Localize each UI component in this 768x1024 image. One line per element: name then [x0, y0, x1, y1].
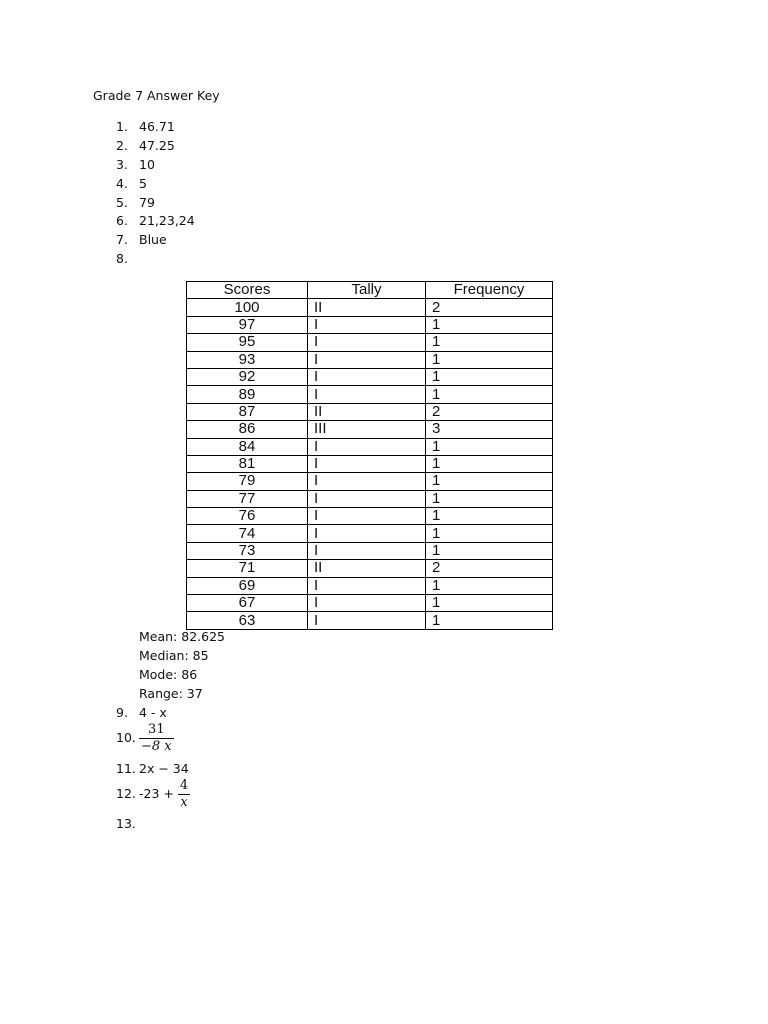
- answer-number: 4.: [116, 176, 128, 191]
- score-cell: 100: [187, 299, 308, 316]
- answer-number: 2.: [116, 138, 128, 153]
- answer-number: 12.: [116, 786, 136, 801]
- table-row: [187, 334, 553, 351]
- fraction: [178, 778, 190, 811]
- range-text: Range: 37: [139, 686, 203, 701]
- tally-cell: III: [308, 421, 426, 438]
- table-row: [187, 386, 553, 403]
- frequency-cell: 1: [426, 490, 553, 507]
- frequency-cell: 1: [426, 542, 553, 559]
- column-header-tally: Tally: [308, 282, 426, 299]
- fraction-denominator: x: [180, 795, 188, 810]
- tally-cell: I: [308, 612, 426, 629]
- answer-number: 6.: [116, 213, 128, 228]
- column-header-frequency: Frequency: [426, 282, 553, 299]
- median-text: Median: 85: [139, 648, 209, 663]
- answer-text: 2x − 34: [139, 761, 189, 776]
- table-row: [187, 316, 553, 333]
- table-row: [187, 473, 553, 490]
- answer-text: 5: [139, 176, 147, 191]
- table-row: [187, 299, 553, 316]
- answer-text: 21,23,24: [139, 213, 195, 228]
- page-title: Grade 7 Answer Key: [93, 88, 220, 103]
- answer-number: 13.: [116, 816, 136, 831]
- table-row: [187, 403, 553, 420]
- fraction-numerator: 31: [139, 722, 174, 739]
- tally-cell: II: [308, 299, 426, 316]
- table-row: [187, 455, 553, 472]
- answer-text: 79: [139, 195, 155, 210]
- score-cell: 93: [187, 351, 308, 368]
- table-row: [187, 351, 553, 368]
- table-row: [187, 595, 553, 612]
- tally-cell: I: [308, 595, 426, 612]
- answer-number: 5.: [116, 195, 128, 210]
- score-cell: 71: [187, 560, 308, 577]
- frequency-cell: 2: [426, 299, 553, 316]
- frequency-cell: 1: [426, 508, 553, 525]
- score-cell: 63: [187, 612, 308, 629]
- answer-5: [116, 195, 155, 210]
- answer-6: [116, 213, 195, 228]
- answer-number: 1.: [116, 119, 128, 134]
- score-cell: 79: [187, 473, 308, 490]
- frequency-cell: 2: [426, 403, 553, 420]
- answer-number: 8.: [116, 251, 128, 266]
- answer-4: [116, 176, 147, 191]
- score-cell: 77: [187, 490, 308, 507]
- frequency-cell: 1: [426, 455, 553, 472]
- table-row: [187, 368, 553, 385]
- answer-8: [116, 251, 139, 266]
- answer-text: Blue: [139, 232, 167, 247]
- score-cell: 95: [187, 334, 308, 351]
- answer-number: 11.: [116, 761, 136, 776]
- tally-cell: I: [308, 386, 426, 403]
- score-cell: 92: [187, 368, 308, 385]
- frequency-cell: 1: [426, 577, 553, 594]
- answer-7: [116, 232, 167, 247]
- score-cell: 67: [187, 595, 308, 612]
- answer-text: 10: [139, 157, 155, 172]
- table-body: [187, 299, 553, 629]
- answer-text: 4 - x: [139, 705, 167, 720]
- frequency-cell: 1: [426, 595, 553, 612]
- score-cell: 89: [187, 386, 308, 403]
- answer-12: [116, 778, 190, 811]
- mean-text: Mean: 82.625: [139, 629, 225, 644]
- score-cell: 74: [187, 525, 308, 542]
- answer-9: [116, 705, 167, 720]
- table-row: [187, 560, 553, 577]
- score-cell: 69: [187, 577, 308, 594]
- frequency-cell: 1: [426, 612, 553, 629]
- answer-number: 10.: [116, 730, 136, 745]
- fraction: [139, 722, 174, 755]
- tally-cell: I: [308, 368, 426, 385]
- frequency-cell: 1: [426, 473, 553, 490]
- score-cell: 73: [187, 542, 308, 559]
- tally-cell: I: [308, 525, 426, 542]
- score-cell: 87: [187, 403, 308, 420]
- answer-3: [116, 157, 155, 172]
- tally-cell: I: [308, 542, 426, 559]
- answer-number: 3.: [116, 157, 128, 172]
- score-cell: 86: [187, 421, 308, 438]
- tally-cell: I: [308, 508, 426, 525]
- table-row: [187, 421, 553, 438]
- frequency-cell: 3: [426, 421, 553, 438]
- tally-cell: II: [308, 560, 426, 577]
- answer-2: [116, 138, 175, 153]
- score-cell: 84: [187, 438, 308, 455]
- answer-1: [116, 119, 175, 134]
- tally-cell: I: [308, 455, 426, 472]
- score-cell: 97: [187, 316, 308, 333]
- tally-cell: I: [308, 473, 426, 490]
- answer-text: 46.71: [139, 119, 175, 134]
- table-row: [187, 612, 553, 629]
- frequency-table: [186, 281, 553, 630]
- column-header-scores: Scores: [187, 282, 308, 299]
- tally-cell: I: [308, 351, 426, 368]
- mode-text: Mode: 86: [139, 667, 198, 682]
- frequency-cell: 1: [426, 525, 553, 542]
- table-row: [187, 508, 553, 525]
- table-row: [187, 438, 553, 455]
- score-cell: 81: [187, 455, 308, 472]
- answer-prefix: -23 +: [139, 786, 174, 801]
- table-row: [187, 577, 553, 594]
- answer-10: [116, 722, 174, 755]
- tally-cell: I: [308, 438, 426, 455]
- tally-cell: I: [308, 334, 426, 351]
- table-row: [187, 542, 553, 559]
- frequency-cell: 1: [426, 386, 553, 403]
- fraction-numerator: 4: [179, 778, 189, 793]
- frequency-cell: 2: [426, 560, 553, 577]
- table-row: [187, 525, 553, 542]
- tally-cell: I: [308, 577, 426, 594]
- answer-13: [116, 816, 139, 831]
- answer-number: 9.: [116, 705, 128, 720]
- table-row: [187, 490, 553, 507]
- frequency-cell: 1: [426, 351, 553, 368]
- tally-cell: II: [308, 403, 426, 420]
- score-cell: 76: [187, 508, 308, 525]
- tally-cell: I: [308, 316, 426, 333]
- answer-number: 7.: [116, 232, 128, 247]
- tally-cell: I: [308, 490, 426, 507]
- answer-11: [116, 761, 189, 776]
- answer-text: 47.25: [139, 138, 175, 153]
- frequency-cell: 1: [426, 316, 553, 333]
- frequency-cell: 1: [426, 438, 553, 455]
- frequency-cell: 1: [426, 334, 553, 351]
- frequency-cell: 1: [426, 368, 553, 385]
- fraction-denominator: −8 x: [141, 739, 172, 754]
- table-header-row: [187, 282, 553, 299]
